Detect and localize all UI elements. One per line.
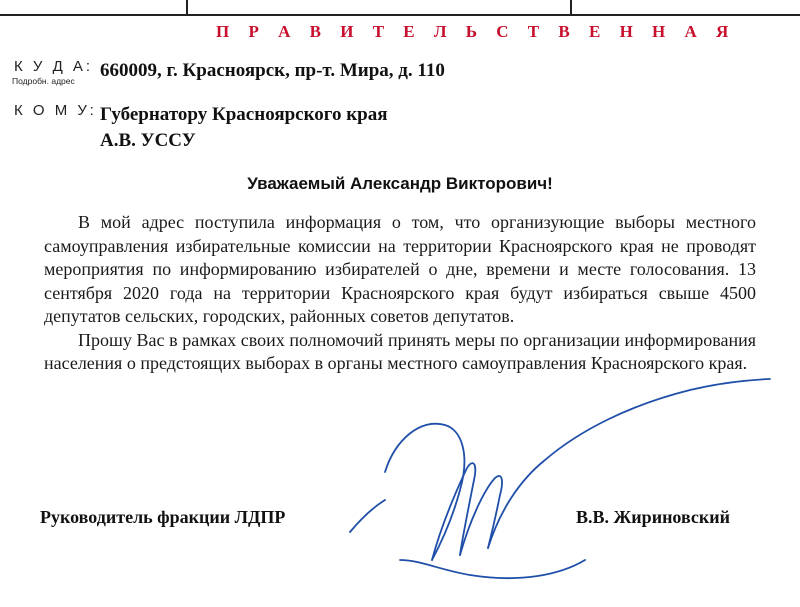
recipient-line-1: Губернатору Красноярского края: [100, 104, 388, 125]
signer-name: В.В. Жириновский: [576, 507, 731, 527]
letter-paragraph-2: Прошу Вас в рамках своих полномочий принять меры по организации информирования населения о предстоящих выборах в органы местного самоуправления Красноярского края.: [44, 329, 756, 373]
detailed-address-sublabel: Подробн. адрес: [12, 76, 75, 86]
signer-title: Руководитель фракции ЛДПР: [40, 507, 286, 527]
frame-divider-right: [570, 0, 572, 16]
recipient-line-2: А.В. УССУ: [100, 130, 196, 151]
frame-divider-left: [186, 0, 188, 16]
recipient-label: К О М У:: [14, 102, 97, 119]
letter-body: [44, 211, 756, 376]
frame-horizontal-line: [0, 14, 800, 16]
to-address-label: К У Д А:: [14, 58, 94, 75]
telegram-type-banner: П Р А В И Т Е Л Ь С Т В Е Н Н А Я: [216, 22, 736, 41]
letter-greeting: Уважаемый Александр Викторович!: [247, 174, 553, 193]
destination-address: 660009, г. Красноярск, пр-т. Мира, д. 110: [100, 60, 445, 81]
form-top-frame: [0, 0, 800, 16]
letter-paragraph-1: В мой адрес поступила информация о том, что организующие выборы местного самоуправления избирательные комиссии на территории Красноярского края не проводят мероприятия по информированию избирателей о дне, времени и месте голосования. 13 сентября 2020 года на территории Красноярского края будут избираться свыше 4500 депутатов сельских, городских, районных советов депутатов.: [44, 212, 756, 326]
